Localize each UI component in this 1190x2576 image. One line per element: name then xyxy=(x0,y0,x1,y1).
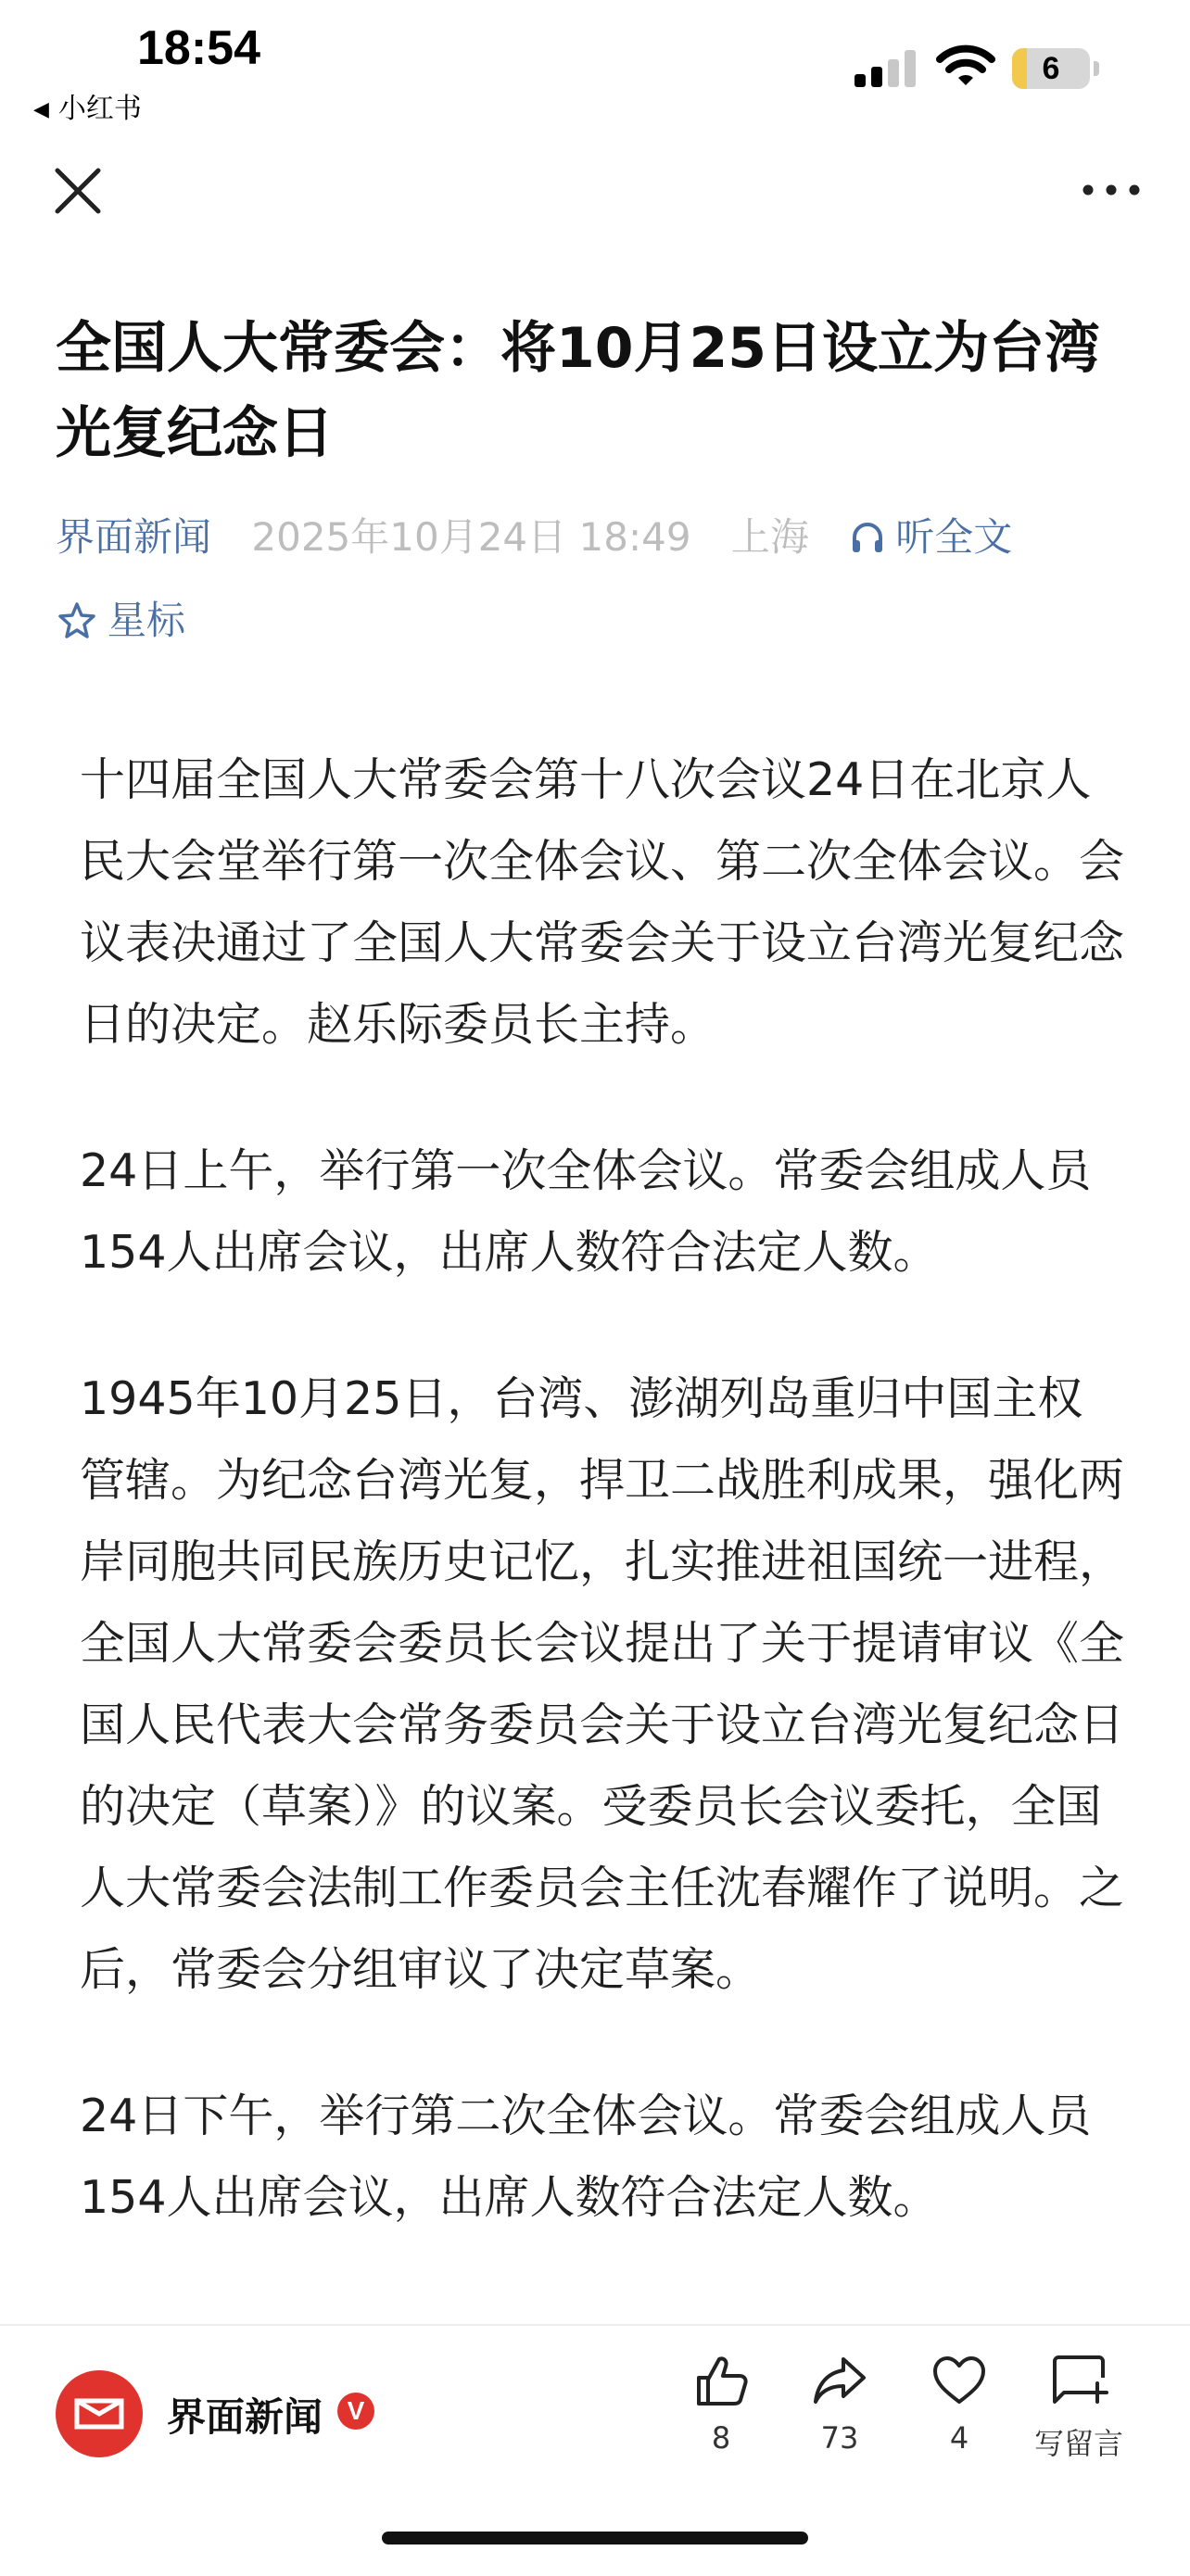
write-comment-label: 写留言 xyxy=(1033,2426,1123,2461)
battery-nub xyxy=(1094,61,1099,76)
headphones-icon xyxy=(849,519,886,556)
publish-datetime: 2025年10月24日 18:49 xyxy=(251,514,691,560)
share-icon xyxy=(812,2354,867,2407)
write-comment-button[interactable] xyxy=(1023,2354,1134,2463)
status-bar xyxy=(0,0,1190,130)
favorite-count: 4 xyxy=(949,2420,969,2456)
star-button[interactable] xyxy=(57,593,185,649)
wifi-icon xyxy=(936,43,995,89)
verified-badge-icon: V xyxy=(337,2393,374,2430)
back-to-app-link[interactable] xyxy=(33,85,142,126)
battery-icon xyxy=(1012,48,1090,89)
publish-location: 上海 xyxy=(730,514,809,560)
star-label: 星标 xyxy=(108,598,186,643)
back-triangle-icon: ◀ xyxy=(33,98,49,121)
share-count: 73 xyxy=(820,2420,859,2456)
favorite-button[interactable] xyxy=(904,2354,1015,2456)
close-icon[interactable] xyxy=(52,165,104,217)
like-button[interactable] xyxy=(665,2354,777,2456)
comment-add-icon xyxy=(1049,2354,1108,2407)
article-paragraph: 24日下午，举行第二次全体会议。常委会组成人员154人出席会议，出席人数符合法定人数。 xyxy=(80,2090,1092,2224)
cellular-signal-icon xyxy=(855,50,919,87)
source-link[interactable]: 界面新闻 xyxy=(56,514,212,560)
share-button[interactable] xyxy=(784,2354,895,2456)
star-icon xyxy=(57,600,96,639)
thumbs-up-icon xyxy=(693,2354,749,2407)
like-count: 8 xyxy=(711,2420,731,2456)
status-time: 18:54 xyxy=(137,21,260,75)
article-paragraph: 24日上午，举行第一次全体会议。常委会组成人员154人出席会议，出席人数符合法定人数。 xyxy=(80,1144,1092,1279)
article-paragraph: 1945年10月25日，台湾、澎湖列岛重归中国主权管辖。为纪念台湾光复，捍卫二战胜利成果，强化两岸同胞共同民族历史记忆，扎实推进祖国统一进程，全国人大常委会委员长会议提出了关于提请审议《全国人民代表大会常务委员会关于设立台湾光复纪念日的决定（草案）》的议案。受委员长会议委托，全国人大常委会法制工作委员会主任沈春耀作了说明。之后，常委会分组审议了决定草案。 xyxy=(80,1372,1125,1996)
more-horizontal-icon[interactable] xyxy=(1079,176,1144,204)
author-avatar[interactable] xyxy=(56,2370,143,2457)
article-body xyxy=(80,739,1127,2304)
back-app-label: 小红书 xyxy=(57,93,142,125)
article-meta xyxy=(56,510,1168,565)
publisher-logo-icon xyxy=(74,2398,124,2430)
listen-label: 听全文 xyxy=(895,514,1013,560)
heart-icon xyxy=(931,2354,987,2407)
listen-button[interactable] xyxy=(849,514,1012,560)
author-name[interactable]: 界面新闻 xyxy=(167,2394,323,2440)
home-indicator[interactable] xyxy=(382,2532,808,2544)
battery-level: 6 xyxy=(1042,51,1060,86)
article-title: 全国人大常委会：将10月25日设立为台湾光复纪念日 xyxy=(56,316,1100,466)
article-paragraph: 十四届全国人大常委会第十八次会议24日在北京人民大会堂举行第一次全体会议、第二次全体会议。会议表决通过了全国人大常委会关于设立台湾光复纪念日的决定。赵乐际委员长主持。 xyxy=(80,753,1125,1051)
